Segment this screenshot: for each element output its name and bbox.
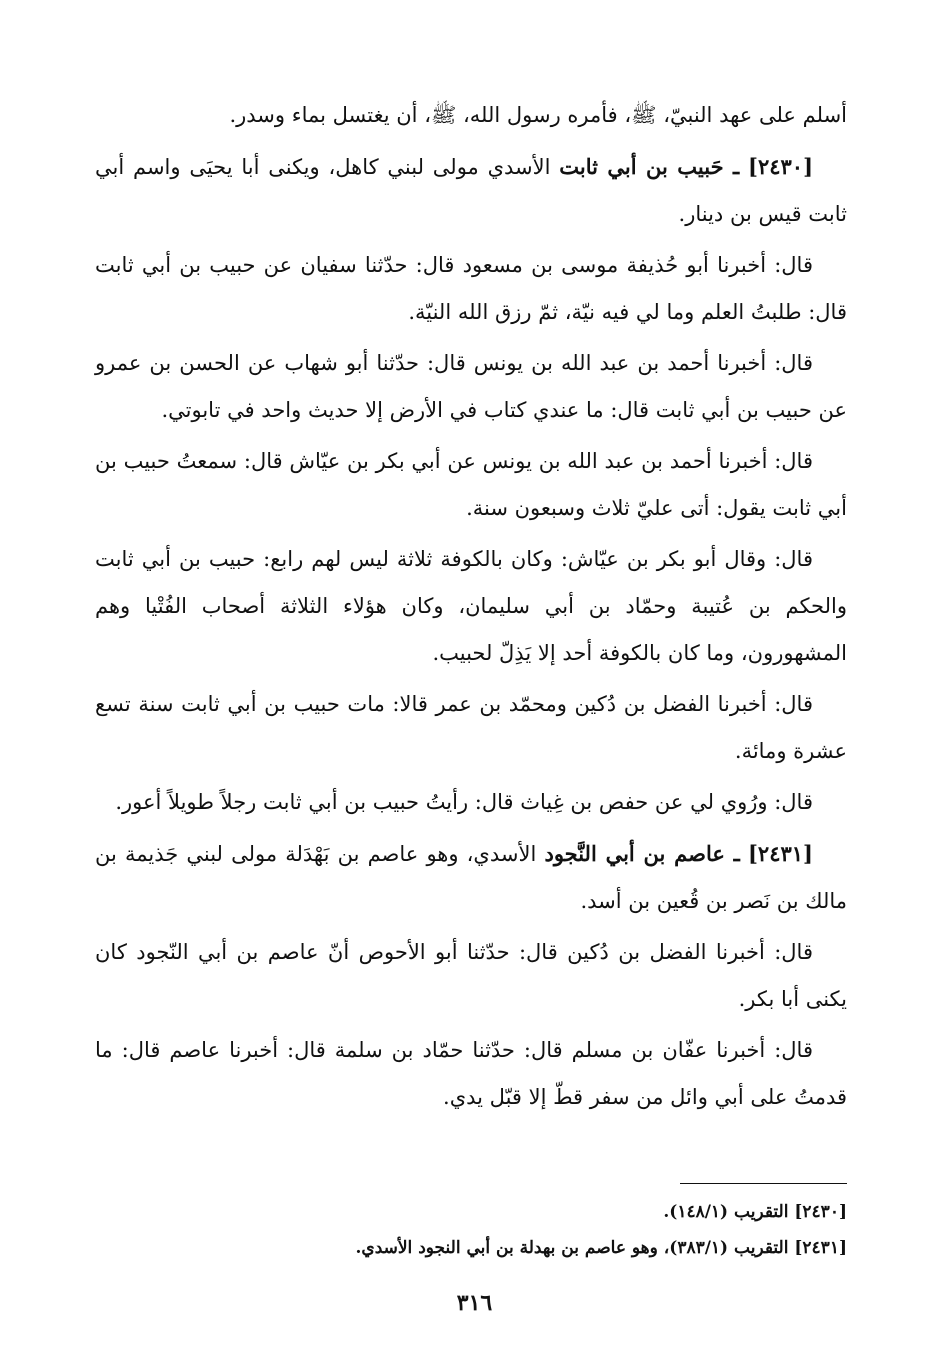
paragraph: [95, 340, 847, 434]
paragraph: [95, 929, 847, 1023]
footnote: [٢٤٣١] التقريب (٣٨٣/١)، وهو عاصم بن بهدلة بن أبي النجود الأسدي.: [355, 1238, 847, 1258]
entry-paragraph-2431: [95, 830, 847, 925]
paragraph-text: الأسدي، وهو عاصم بن بَهْدَلة مولى لبني جَذيمة بن مالك بن نَصر بن قُعين بن أسد.: [95, 842, 847, 913]
paragraph-text: قال: أخبرنا الفضل بن دُكين قال: حدّثنا أبو الأحوص أنّ عاصم بن أبي النّجود كان يكنى أبا بكر.: [95, 940, 847, 1011]
paragraph: [95, 681, 847, 775]
paragraph: [95, 779, 847, 826]
footnote-separator: [680, 1183, 847, 1184]
main-text: [95, 92, 847, 1121]
entry-paragraph-2430: [95, 143, 847, 238]
paragraph: [95, 1027, 847, 1121]
entry-name: ـ حَبيب بن أبي ثابت: [559, 154, 740, 179]
paragraph-text: قال: أخبرنا أحمد بن عبد الله بن يونس عن أبي بكر بن عيّاش قال: سمعتُ حبيب بن أبي ثابت يقول: أتى عليّ ثلاث وسبعون سنة.: [95, 449, 847, 520]
paragraph-text: قال: أخبرنا عفّان بن مسلم قال: حدّثنا حمّاد بن سلمة قال: أخبرنا عاصم قال: ما قدمتُ على أبي وائل من سفر قطّ إلا قبّل يدي.: [95, 1038, 847, 1109]
page-number: ٣١٦: [456, 1290, 493, 1316]
paragraph: [95, 242, 847, 336]
paragraph-text: قال: ورُوي لي عن حفص بن غِياث قال: رأيتُ حبيب بن أبي ثابت رجلاً طويلاً أعور.: [115, 790, 813, 814]
paragraph-text: قال: وقال أبو بكر بن عيّاش: وكان بالكوفة ثلاثة ليس لهم رابع: حبيب بن أبي ثابت والحكم بن عُتيبة وحمّاد بن أبي سليمان، وكان هؤلاء الثلاثة أصحاب الفُتْيا وهم المشهورون، وما كان بالكوفة أحد إلا يَذِلّ لحبيب.: [95, 547, 847, 665]
entry-number: [٢٤٣٠]: [748, 154, 813, 179]
paragraph-text: قال: أخبرنا أبو حُذيفة موسى بن مسعود قال: حدّثنا سفيان عن حبيب بن أبي ثابت قال: طلبتُ العلم وما لي فيه نيّة، ثمّ رزق الله النيّة.: [95, 253, 847, 324]
paragraph-text: الأسدي مولى لبني كاهل، ويكنى أبا يحيَى واسم أبي ثابت قيس بن دينار.: [95, 155, 847, 226]
paragraph-text: قال: أخبرنا الفضل بن دُكين ومحمّد بن عمر قالا: مات حبيب بن أبي ثابت سنة تسع عشرة ومائة.: [95, 692, 847, 763]
paragraph-text: أسلم على عهد النبيّ، ﷺ، فأمره رسول الله، ﷺ، أن يغتسل بماء وسدر.: [229, 103, 847, 127]
entry-number: [٢٤٣١]: [747, 841, 813, 866]
paragraph: [95, 536, 847, 677]
paragraph-text: قال: أخبرنا أحمد بن عبد الله بن يونس قال: حدّثنا أبو شهاب عن الحسن بن عمرو عن حبيب بن أبي ثابت قال: ما عندي كتاب في الأرض إلا حديث واحد في تابوتي.: [95, 351, 847, 422]
paragraph: [95, 92, 847, 139]
footnote: [٢٤٣٠] التقريب (١٤٨/١).: [663, 1202, 847, 1222]
paragraph: [95, 438, 847, 532]
footnotes: [95, 1194, 847, 1266]
entry-name: ـ عاصم بن أبي النَّجود: [544, 841, 740, 866]
